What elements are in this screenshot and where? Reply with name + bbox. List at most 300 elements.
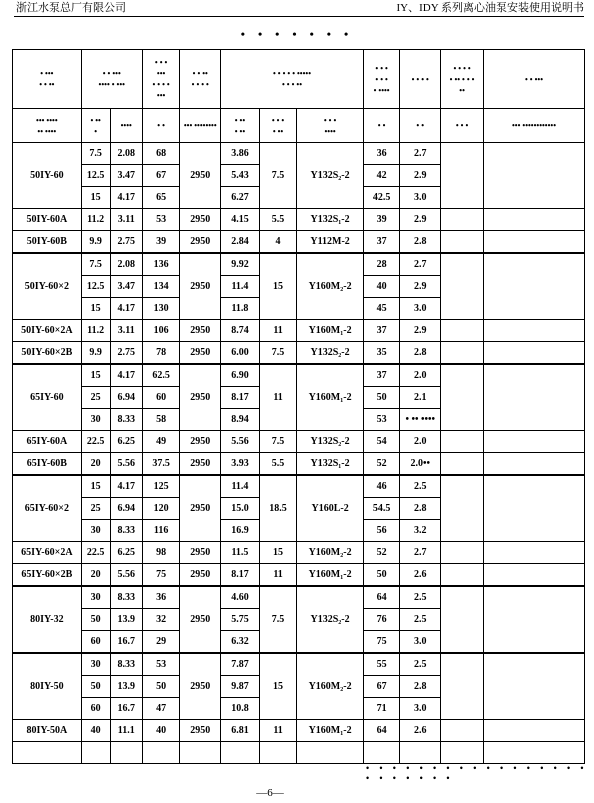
shaft-power-cell: 11.4 [221,475,260,498]
model-cell: 50IY-60A [13,209,82,231]
subheader-cell: •••• [110,109,142,143]
shaft-power-cell: 6.00 [221,342,260,365]
flow-ls-cell: 8.33 [110,586,142,609]
table-row [13,453,585,476]
flow-m3h-cell: 15 [81,364,110,387]
npsh-cell: 2.0 [400,431,441,453]
efficiency-cell: 52 [363,453,399,476]
shaft-power-cell: 3.86 [221,143,260,165]
npsh-cell: 2.5 [400,653,441,676]
shaft-power-cell: 11.4 [221,276,260,298]
head-cell: 53 [142,653,180,676]
subheader-cell: • • • • •• [259,109,297,143]
flow-m3h-cell: 30 [81,409,110,431]
flow-ls-cell: 3.47 [110,165,142,187]
npsh-cell: 2.0 [400,364,441,387]
motor-model-cell: Y160M₁-2 [297,320,364,342]
table-row [13,253,585,276]
model-cell: 65IY-60A [13,431,82,453]
table-row [13,231,585,254]
npsh-cell: 2.6 [400,720,441,742]
efficiency-cell: 46 [363,475,399,498]
footer-note: • • • • • • • • • • • • • • • • • • • • • • • • [366,763,588,783]
model-cell: 50IY-60×2 [13,253,82,320]
notes-cell [484,720,585,742]
head-cell: 98 [142,542,180,564]
motor-model-cell: Y160M₁-2 [297,564,364,587]
head-cell: 125 [142,475,180,498]
shaft-power-cell: 15.0 [221,498,260,520]
shaft-power-cell: 6.32 [221,631,260,654]
efficiency-cell: 64 [363,586,399,609]
flow-ls-cell: 4.17 [110,475,142,498]
flow-ls-cell: 13.9 [110,676,142,698]
flow-ls-cell: 3.11 [110,209,142,231]
subheader-cell: • • • •••• [297,109,364,143]
efficiency-cell: 76 [363,609,399,631]
shaft-power-cell: 9.92 [221,253,260,276]
manual-title: IY、IDY 系列离心油泵安装使用说明书 [396,2,584,14]
model-cell: 50IY-60×2B [13,342,82,365]
efficiency-cell: 35 [363,342,399,365]
empty-cell [363,742,399,764]
head-cell: 78 [142,342,180,365]
head-cell: 50 [142,676,180,698]
notes-cell [484,253,585,320]
subheader-cell: ••• •••••••• [180,109,221,143]
weight-cell [441,564,484,587]
weight-cell [441,143,484,209]
subheader-cell: • • • [441,109,484,143]
weight-cell [441,231,484,254]
flow-m3h-cell: 20 [81,564,110,587]
shaft-power-cell: 11.5 [221,542,260,564]
flow-m3h-cell: 25 [81,387,110,409]
flow-m3h-cell: 30 [81,520,110,542]
flow-m3h-cell: 22.5 [81,431,110,453]
flow-ls-cell: 13.9 [110,609,142,631]
shaft-power-cell: 8.94 [221,409,260,431]
speed-cell: 2950 [180,342,221,365]
model-cell: 50IY-60×2A [13,320,82,342]
flow-m3h-cell: 15 [81,475,110,498]
model-cell: 50IY-60 [13,143,82,209]
flow-m3h-cell: 20 [81,453,110,476]
npsh-cell: 2.6 [400,564,441,587]
flow-m3h-cell: 22.5 [81,542,110,564]
head-cell: 37.5 [142,453,180,476]
motor-model-cell: Y132S₁-2 [297,209,364,231]
flow-ls-cell: 3.47 [110,276,142,298]
model-cell: 50IY-60B [13,231,82,254]
flow-ls-cell: 6.25 [110,431,142,453]
shaft-power-cell: 3.93 [221,453,260,476]
shaft-power-cell: 8.17 [221,387,260,409]
motor-model-cell: Y160M₂-2 [297,542,364,564]
speed-cell: 2950 [180,475,221,542]
shaft-power-cell: 8.74 [221,320,260,342]
empty-cell [81,742,110,764]
flow-ls-cell: 4.17 [110,364,142,387]
flow-ls-cell: 4.17 [110,187,142,209]
model-cell: 80IY-50 [13,653,82,720]
flow-ls-cell: 3.11 [110,320,142,342]
npsh-cell: 2.5 [400,586,441,609]
shaft-power-cell: 16.9 [221,520,260,542]
model-cell: 65IY-60B [13,453,82,476]
motor-model-cell: Y160L-2 [297,475,364,542]
efficiency-cell: 55 [363,653,399,676]
head-cell: 62.5 [142,364,180,387]
motor-power-cell: 15 [259,253,297,320]
flow-ls-cell: 8.33 [110,520,142,542]
motor-model-cell: Y132S₁-2 [297,453,364,476]
table-row [13,542,585,564]
shaft-power-cell: 5.56 [221,431,260,453]
head-cell: 68 [142,143,180,165]
flow-ls-cell: 2.08 [110,143,142,165]
head-cell: 29 [142,631,180,654]
empty-cell [441,742,484,764]
head-cell: 65 [142,187,180,209]
speed-cell: 2950 [180,453,221,476]
weight-cell [441,320,484,342]
flow-m3h-cell: 30 [81,653,110,676]
page-header [14,0,584,17]
head-cell: 136 [142,253,180,276]
model-cell: 65IY-60 [13,364,82,431]
empty-row [13,742,585,764]
efficiency-cell: 64 [363,720,399,742]
subheader-cell: • • [400,109,441,143]
header-cell: • • • • • •• • • • •• [441,50,484,109]
notes-cell [484,542,585,564]
flow-m3h-cell: 50 [81,609,110,631]
flow-m3h-cell: 60 [81,698,110,720]
efficiency-cell: 36 [363,143,399,165]
shaft-power-cell: 6.81 [221,720,260,742]
efficiency-cell: 37 [363,320,399,342]
table-row [13,720,585,742]
shaft-power-cell: 6.90 [221,364,260,387]
motor-model-cell: Y132S₂-2 [297,586,364,653]
shaft-power-cell: 5.75 [221,609,260,631]
notes-cell [484,320,585,342]
flow-m3h-cell: 11.2 [81,320,110,342]
model-cell: 65IY-60×2 [13,475,82,542]
npsh-cell: 2.9 [400,165,441,187]
speed-cell: 2950 [180,320,221,342]
flow-m3h-cell: 12.5 [81,165,110,187]
model-cell: 80IY-50A [13,720,82,742]
efficiency-cell: 42.5 [363,187,399,209]
company-name: 浙江水泵总厂有限公司 [16,2,126,14]
empty-cell [259,742,297,764]
flow-m3h-cell: 15 [81,187,110,209]
table-row [13,320,585,342]
header-cell: • • • • • • • •••• [363,50,399,109]
notes-cell [484,586,585,653]
npsh-cell: 2.5 [400,475,441,498]
header-cell: • • • ••• • • • • ••• [142,50,180,109]
motor-power-cell: 7.5 [259,431,297,453]
efficiency-cell: 39 [363,209,399,231]
npsh-cell: 3.0 [400,298,441,320]
motor-power-cell: 5.5 [259,453,297,476]
flow-ls-cell: 8.33 [110,409,142,431]
subheader-cell: ••• •••• •• •••• [13,109,82,143]
weight-cell [441,475,484,542]
motor-power-cell: 4 [259,231,297,254]
motor-power-cell: 15 [259,653,297,720]
flow-m3h-cell: 40 [81,720,110,742]
shaft-power-cell: 2.84 [221,231,260,254]
header-cell: • • • • [400,50,441,109]
weight-cell [441,431,484,453]
model-cell: 65IY-60×2B [13,564,82,587]
flow-m3h-cell: 12.5 [81,276,110,298]
npsh-cell: 2.9 [400,320,441,342]
flow-ls-cell: 5.56 [110,564,142,587]
npsh-cell: 2.8 [400,231,441,254]
head-cell: 106 [142,320,180,342]
weight-cell [441,342,484,365]
weight-cell [441,253,484,320]
table-title: • • • • • • • [240,27,354,41]
notes-cell [484,231,585,254]
flow-m3h-cell: 9.9 [81,231,110,254]
head-cell: 130 [142,298,180,320]
flow-m3h-cell: 11.2 [81,209,110,231]
flow-m3h-cell: 60 [81,631,110,654]
weight-cell [441,364,484,431]
flow-m3h-cell: 50 [81,676,110,698]
efficiency-cell: 40 [363,276,399,298]
efficiency-cell: 42 [363,165,399,187]
page-number: —6— [256,787,284,799]
table-row [13,653,585,676]
header-cell: • • •• • • • • [180,50,221,109]
motor-model-cell: Y160M₁-2 [297,720,364,742]
notes-cell [484,209,585,231]
motor-power-cell: 5.5 [259,209,297,231]
npsh-cell: 2.8 [400,676,441,698]
efficiency-cell: 75 [363,631,399,654]
efficiency-cell: 67 [363,676,399,698]
flow-ls-cell: 2.75 [110,231,142,254]
table-row [13,143,585,165]
weight-cell [441,720,484,742]
flow-ls-cell: 16.7 [110,631,142,654]
shaft-power-cell: 11.8 [221,298,260,320]
motor-model-cell: Y132S₂-2 [297,143,364,209]
npsh-cell: 3.0 [400,631,441,654]
npsh-cell: 2.8 [400,498,441,520]
table-row [13,475,585,498]
notes-cell [484,364,585,431]
header-cell: • • • • • ••••• • • • •• [221,50,364,109]
shaft-power-cell: 9.87 [221,676,260,698]
speed-cell: 2950 [180,143,221,209]
head-cell: 116 [142,520,180,542]
shaft-power-cell: 4.15 [221,209,260,231]
flow-m3h-cell: 7.5 [81,253,110,276]
shaft-power-cell: 10.8 [221,698,260,720]
speed-cell: 2950 [180,564,221,587]
motor-model-cell: Y160M₁-2 [297,364,364,431]
shaft-power-cell: 6.27 [221,187,260,209]
motor-power-cell: 11 [259,320,297,342]
subheader-cell: • • [363,109,399,143]
motor-power-cell: 11 [259,364,297,431]
empty-cell [221,742,260,764]
efficiency-cell: 71 [363,698,399,720]
speed-cell: 2950 [180,720,221,742]
weight-cell [441,542,484,564]
head-cell: 75 [142,564,180,587]
empty-cell [484,742,585,764]
efficiency-cell: 56 [363,520,399,542]
notes-cell [484,342,585,365]
head-cell: 134 [142,276,180,298]
npsh-cell: • •• •••• [400,409,441,431]
npsh-cell: 2.0•• [400,453,441,476]
notes-cell [484,453,585,476]
npsh-cell: 2.9 [400,209,441,231]
npsh-cell: 3.2 [400,520,441,542]
efficiency-cell: 28 [363,253,399,276]
motor-model-cell: Y132S₂-2 [297,342,364,365]
motor-power-cell: 11 [259,720,297,742]
npsh-cell: 2.9 [400,276,441,298]
efficiency-cell: 53 [363,409,399,431]
motor-power-cell: 11 [259,564,297,587]
empty-cell [297,742,364,764]
weight-cell [441,653,484,720]
head-cell: 53 [142,209,180,231]
efficiency-cell: 37 [363,364,399,387]
flow-ls-cell: 2.08 [110,253,142,276]
speed-cell: 2950 [180,542,221,564]
empty-cell [142,742,180,764]
motor-model-cell: Y132S₂-2 [297,431,364,453]
table-row [13,342,585,365]
efficiency-cell: 50 [363,564,399,587]
empty-cell [400,742,441,764]
flow-ls-cell: 6.94 [110,498,142,520]
efficiency-cell: 52 [363,542,399,564]
header-cell: • ••• • • •• [13,50,82,109]
flow-m3h-cell: 30 [81,586,110,609]
shaft-power-cell: 5.43 [221,165,260,187]
flow-ls-cell: 2.75 [110,342,142,365]
npsh-cell: 2.8 [400,342,441,365]
flow-ls-cell: 5.56 [110,453,142,476]
speed-cell: 2950 [180,253,221,320]
head-cell: 58 [142,409,180,431]
table-row [13,564,585,587]
flow-m3h-cell: 7.5 [81,143,110,165]
flow-m3h-cell: 15 [81,298,110,320]
weight-cell [441,209,484,231]
header-cell: • • ••• [484,50,585,109]
notes-cell [484,653,585,720]
head-cell: 60 [142,387,180,409]
npsh-cell: 3.0 [400,187,441,209]
speed-cell: 2950 [180,586,221,653]
motor-power-cell: 7.5 [259,586,297,653]
speed-cell: 2950 [180,231,221,254]
efficiency-cell: 54.5 [363,498,399,520]
weight-cell [441,453,484,476]
head-cell: 32 [142,609,180,631]
model-cell: 65IY-60×2A [13,542,82,564]
npsh-cell: 2.1 [400,387,441,409]
flow-ls-cell: 11.1 [110,720,142,742]
header-cell: • • ••• •••• • ••• [81,50,142,109]
npsh-cell: 3.0 [400,698,441,720]
npsh-cell: 2.7 [400,542,441,564]
motor-power-cell: 7.5 [259,143,297,209]
empty-cell [13,742,82,764]
motor-power-cell: 15 [259,542,297,564]
flow-ls-cell: 4.17 [110,298,142,320]
motor-power-cell: 18.5 [259,475,297,542]
notes-cell [484,431,585,453]
efficiency-cell: 54 [363,431,399,453]
notes-cell [484,564,585,587]
shaft-power-cell: 8.17 [221,564,260,587]
speed-cell: 2950 [180,431,221,453]
weight-cell [441,586,484,653]
head-cell: 120 [142,498,180,520]
subheader-cell: • • [142,109,180,143]
motor-model-cell: Y160M₂-2 [297,653,364,720]
shaft-power-cell: 7.87 [221,653,260,676]
head-cell: 36 [142,586,180,609]
flow-ls-cell: 16.7 [110,698,142,720]
head-cell: 49 [142,431,180,453]
head-cell: 40 [142,720,180,742]
motor-model-cell: Y160M₂-2 [297,253,364,320]
flow-m3h-cell: 9.9 [81,342,110,365]
empty-cell [110,742,142,764]
efficiency-cell: 37 [363,231,399,254]
flow-ls-cell: 8.33 [110,653,142,676]
efficiency-cell: 45 [363,298,399,320]
head-cell: 47 [142,698,180,720]
subheader-cell: • •• • •• [221,109,260,143]
speed-cell: 2950 [180,209,221,231]
subheader-cell: ••• •••••••••••• [484,109,585,143]
table-row [13,586,585,609]
subheader-cell: • •• • [81,109,110,143]
notes-cell [484,143,585,209]
shaft-power-cell: 4.60 [221,586,260,609]
npsh-cell: 2.5 [400,609,441,631]
flow-m3h-cell: 25 [81,498,110,520]
npsh-cell: 2.7 [400,253,441,276]
head-cell: 39 [142,231,180,254]
pump-spec-table [12,49,585,764]
table-row [13,431,585,453]
motor-power-cell: 7.5 [259,342,297,365]
npsh-cell: 2.7 [400,143,441,165]
flow-ls-cell: 6.25 [110,542,142,564]
speed-cell: 2950 [180,653,221,720]
notes-cell [484,475,585,542]
table-row [13,364,585,387]
